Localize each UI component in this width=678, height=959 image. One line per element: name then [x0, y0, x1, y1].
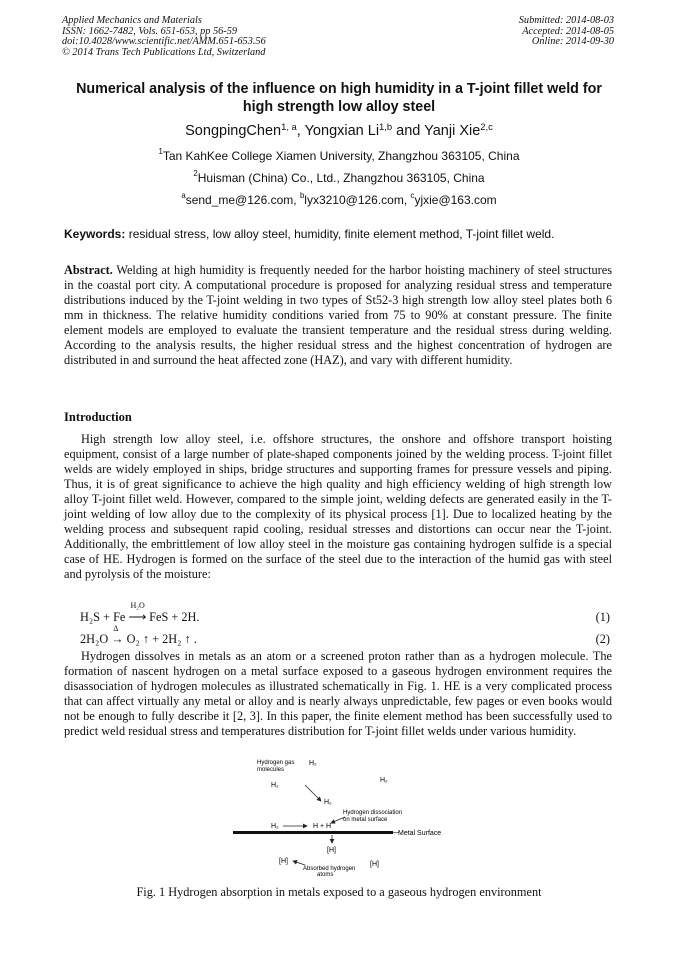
label-absorbed-atoms: Absorbed hydrogen: [303, 866, 356, 872]
label-h2: H₂: [324, 799, 332, 806]
affiliation-sup: 2: [193, 169, 198, 178]
email-sup: a: [181, 191, 186, 200]
keywords-label: Keywords:: [64, 227, 126, 241]
intro-paragraph-2: Hydrogen dissolves in metals as an atom or a screened proton rather than as a hydrogen molecule. The formation of nascent hydrogen on a metal surface exposed to a gaseous hydrogen environment requires the disassociation of hydrogen molecules as illustrated schematically in Fig. 1. HE is a very complicated process that can affect virtually any metal or alloy and is nearly always unpredictable, few pages or even books would not be enough to fully describe it [2, 3]. In this paper, the finite element method has been successfully used to predict weld residual stress and temperatures distribution for T-joint fillet welds under various humidity.: [64, 649, 612, 738]
label-absorbed-h: [H]: [327, 847, 336, 854]
doi-line: doi:10.4028/www.scientific.net/AMM.651-653.56: [62, 36, 266, 48]
label-h2: H₂: [380, 777, 388, 784]
email-text: lyx3210@126.com,: [304, 193, 411, 207]
eq1-arrow: ⟶: [128, 610, 147, 624]
email-text: yjxie@163.com: [414, 193, 497, 207]
keywords-text: residual stress, low alloy steel, humidity, finite element method, T-joint fillet weld.: [125, 227, 555, 241]
affiliation-sup: 1: [158, 147, 163, 156]
eq2-lhs: 2H₂O: [80, 632, 112, 646]
equation-number: (1): [595, 610, 610, 624]
label-h2: H₂: [271, 823, 279, 830]
eq2-arrow: →: [111, 632, 124, 646]
figure-caption: Fig. 1 Hydrogen absorption in metals exposed to a gaseous hydrogen environment: [136, 885, 542, 899]
author-name: Yongxian Li: [304, 123, 380, 139]
submitted-date: Submitted: 2014-08-03: [518, 15, 614, 26]
author-name: Yanji Xie: [424, 123, 481, 139]
metal-surface-line: [233, 831, 393, 834]
abstract: [64, 263, 612, 368]
eq1-lhs: H₂S + Fe: [80, 610, 129, 624]
author-sup: 1,b: [379, 121, 393, 132]
affiliation-text: Huisman (China) Co., Ltd., Zhangzhou 363105, China: [197, 171, 485, 185]
label-absorbed-h: [H]: [279, 858, 288, 865]
online-date: Online: 2014-09-30: [531, 36, 614, 48]
equation-number: (2): [595, 632, 610, 646]
issn-line: ISSN: 1662-7482, Vols. 651-653, pp 56-59: [62, 25, 238, 37]
abstract-label: Abstract.: [64, 263, 113, 277]
copyright-line: © 2014 Trans Tech Publications Ltd, Switzerland: [62, 46, 266, 58]
author-sup: 1, a: [281, 121, 297, 132]
label-h-plus-h: H + H: [313, 823, 332, 830]
equation-1: [80, 601, 610, 625]
label-gas-molecules: Hydrogen gas: [257, 760, 295, 766]
label-metal-surface: Metal Surface: [398, 830, 442, 837]
eq2-over: Δ: [113, 624, 119, 633]
label-gas-molecules-2: molecules: [257, 767, 285, 773]
arrow-absorbed: [293, 861, 305, 865]
email-sup: c: [410, 191, 415, 200]
arrow-down: [305, 785, 321, 801]
label-dissociation: Hydrogen dissociation: [343, 810, 403, 816]
label-h2: H₂: [271, 782, 279, 789]
section-heading-introduction: Introduction: [64, 410, 132, 424]
label-absorbed-atoms-2: atoms: [317, 872, 334, 877]
author-sup: 2,c: [480, 121, 493, 132]
eq1-rhs: FeS + 2H.: [146, 610, 200, 624]
label-absorbed-h: [H]: [370, 861, 379, 868]
figure-hydrogen-absorption: [225, 755, 455, 877]
email-sup: b: [299, 191, 305, 200]
email-text: send_me@126.com,: [185, 193, 300, 207]
journal-header: [62, 16, 266, 58]
abstract-text: Welding at high humidity is frequently needed for the harbor hoisting machinery of steel structures in the coastal port city. A computational procedure is proposed for analyzing residual stress and temperature distributions induced by the T-joint welding in two types of St52-3 high strength low alloy steel plates both 6 mm in thickness. The relative humidity conditions varied from 75 to 90% at constant pressure. The finite element models are employed to evaluate the transient temperature and the residual stress during welding. According to the analysis results, the higher residual stress and the highest concentration of hydrogen are distributed in and surround the heat affected zone (HAZ), and vary with different humidity.: [64, 263, 612, 367]
label-dissociation-2: on metal surface: [343, 817, 388, 823]
eq2-rhs: O₂ ↑ + 2H₂ ↑ .: [123, 632, 197, 646]
accepted-date: Accepted: 2014-08-05: [522, 25, 614, 37]
author-name: SongpingChen: [185, 123, 282, 139]
affiliation-text: Tan KahKee College Xiamen University, Zhangzhou 363105, China: [162, 149, 520, 163]
author-separator: ,: [296, 123, 305, 139]
dates-header: [519, 16, 614, 48]
paper-title: Numerical analysis of the influence on high humidity in a T-joint fillet weld for high strength low alloy steel: [76, 81, 602, 115]
affiliation-1: [60, 149, 618, 163]
keywords: [64, 227, 554, 241]
equation-2: [80, 624, 610, 647]
eq1-over: H₂O: [130, 601, 145, 610]
affiliation-2: [60, 171, 618, 185]
author-separator: and: [392, 123, 425, 139]
email-line: [60, 193, 618, 207]
journal-name: Applied Mechanics and Materials: [62, 15, 202, 26]
intro-paragraph-1: High strength low alloy steel, i.e. offshore structures, the onshore and offshore transport hoisting equipment, consist of a large number of plate-shaped components joined by the welding process. T-joint fillet welds are widely employed in ships, bridge structures and supporting frames for pressure vessels and piping. Thus, it is of great significance to achieve the high quality and high efficiency welding of high strength low alloy T-joint fillet weld. However, compared to the simple joint, welding defects are generated easily in the T-joint welding of low alloy due to the complexity of its physical process [1]. Due to localized heating by the welding process and subsequent rapid cooling, residual stresses and distortions can occur near the T-joint. Additionally, the embrittlement of low alloy steel in the moisture gas containing hydrogen sulfide is a special case of HE. Hydrogen is formed on the surface of the steel due to the interaction of the humid gas with steel and pyrolysis of the moisture:: [64, 432, 612, 581]
label-h2: H₂: [309, 760, 317, 767]
author-list: [60, 123, 618, 139]
